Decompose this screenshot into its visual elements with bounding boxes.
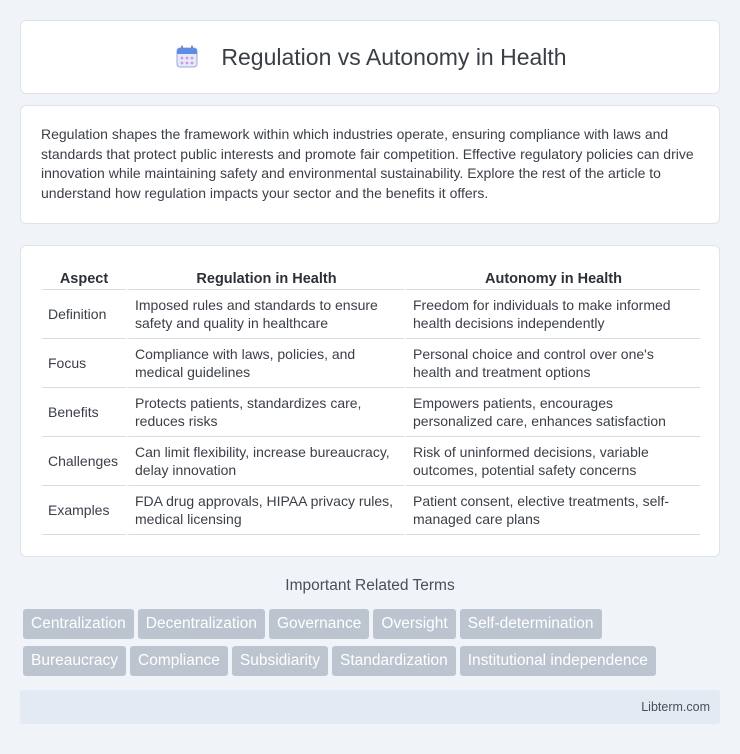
header-autonomy: Autonomy in Health: [404, 265, 700, 290]
cell-regulation: Imposed rules and standards to ensure safety and quality in healthcare: [126, 290, 404, 339]
table-row: [42, 486, 700, 535]
tag-decentralization[interactable]: Decentralization: [138, 609, 265, 639]
header-card: [20, 20, 720, 94]
table-row: [42, 290, 700, 339]
cell-regulation: FDA drug approvals, HIPAA privacy rules, medical licensing: [126, 486, 404, 535]
header-regulation: Regulation in Health: [126, 265, 404, 290]
tag-standardization[interactable]: Standardization: [332, 646, 456, 676]
tag-centralization[interactable]: Centralization: [23, 609, 134, 639]
related-terms-title: Important Related Terms: [285, 577, 455, 594]
related-terms-row: [23, 609, 723, 639]
cell-aspect: Benefits: [42, 388, 126, 437]
tag-self-determination[interactable]: Self-determination: [460, 609, 602, 639]
cell-regulation: Protects patients, standardizes care, reduces risks: [126, 388, 404, 437]
tag-governance[interactable]: Governance: [269, 609, 369, 639]
comparison-table: [42, 265, 700, 535]
table-header-row: [42, 265, 700, 290]
table-row: [42, 339, 700, 388]
cell-aspect: Definition: [42, 290, 126, 339]
intro-card: [20, 105, 720, 224]
cell-autonomy: Risk of uninformed decisions, variable outcomes, potential safety concerns: [404, 437, 700, 486]
tag-bureaucracy[interactable]: Bureaucracy: [23, 646, 126, 676]
calendar-icon: [173, 43, 201, 71]
cell-autonomy: Personal choice and control over one's health and treatment options: [404, 339, 700, 388]
tag-compliance[interactable]: Compliance: [130, 646, 228, 676]
cell-regulation: Compliance with laws, policies, and medical guidelines: [126, 339, 404, 388]
cell-aspect: Challenges: [42, 437, 126, 486]
comparison-table-card: [20, 245, 720, 557]
related-terms-row: [23, 646, 723, 676]
intro-text: Regulation shapes the framework within which industries operate, ensuring compliance with laws and standards that protect public interests and promote fair competition. Effective regulatory policies can drive innovation while maintaining safety and environmental sustainability. Explore the rest of the article to understand how regulation impacts your sector and the benefits it offers.: [41, 126, 694, 201]
cell-autonomy: Patient consent, elective treatments, self-managed care plans: [404, 486, 700, 535]
cell-autonomy: Freedom for individuals to make informed health decisions independently: [404, 290, 700, 339]
footer: [20, 690, 720, 724]
cell-autonomy: Empowers patients, encourages personalized care, enhances satisfaction: [404, 388, 700, 437]
header-aspect: Aspect: [42, 265, 126, 290]
cell-aspect: Focus: [42, 339, 126, 388]
footer-brand-link[interactable]: Libterm.com: [641, 700, 710, 714]
table-row: [42, 437, 700, 486]
tag-oversight[interactable]: Oversight: [373, 609, 455, 639]
tag-subsidiarity[interactable]: Subsidiarity: [232, 646, 328, 676]
cell-regulation: Can limit flexibility, increase bureaucracy, delay innovation: [126, 437, 404, 486]
page-title: Regulation vs Autonomy in Health: [221, 43, 567, 70]
cell-aspect: Examples: [42, 486, 126, 535]
tag-institutional-independence[interactable]: Institutional independence: [460, 646, 656, 676]
table-row: [42, 388, 700, 437]
